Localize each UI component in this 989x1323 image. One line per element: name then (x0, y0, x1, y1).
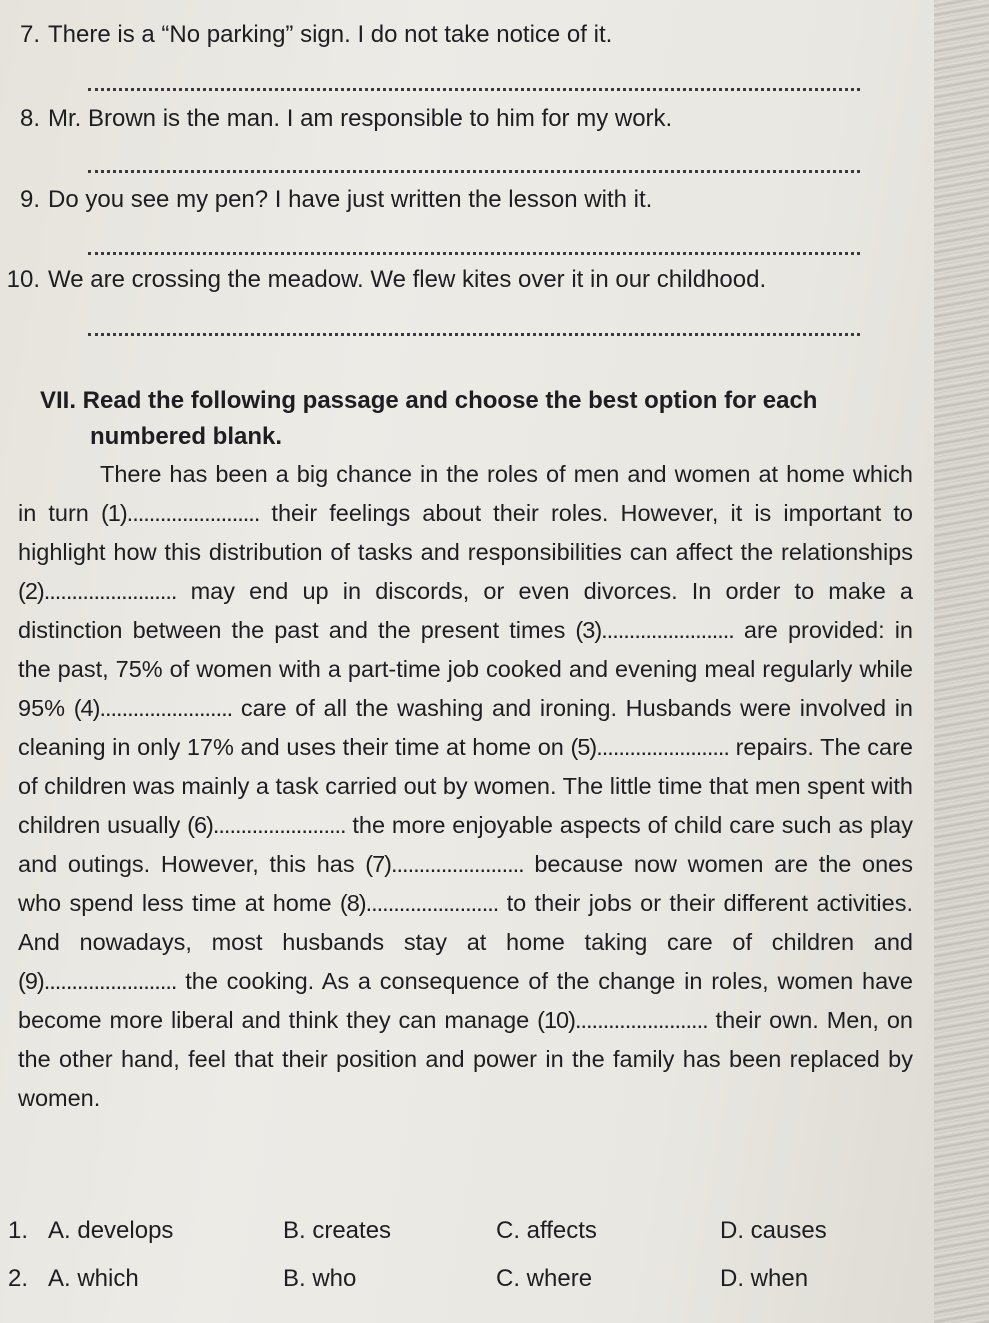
option-number: 2. (8, 1265, 29, 1292)
question-number: 9. (19, 186, 40, 213)
blank-9[interactable]: (9)........................ (18, 968, 177, 994)
question-number: 10. (6, 266, 40, 293)
passage-text: are provided: in the past, 75% of women with a part-time job cooked and evening meal regularly while 95% (18, 617, 913, 721)
option-b[interactable]: B. who (283, 1265, 357, 1292)
blank-3[interactable]: (3)........................ (575, 617, 734, 643)
section-title-line1: VII. Read the following passage and choose the best option for each (40, 387, 818, 414)
question-text: We are crossing the meadow. We flew kites over it in our childhood. (48, 266, 767, 293)
page-edge-shadow (934, 0, 989, 1323)
option-b[interactable]: B. creates (283, 1217, 392, 1244)
section-title-line2: numbered blank. (90, 423, 283, 450)
question-7 (0, 20, 612, 50)
passage-text: their feelings about their roles. However, it is important to highlight how this distribution of tasks and responsibilities can affect the relationships (18, 500, 914, 565)
option-d[interactable]: D. when (720, 1265, 809, 1292)
blank-10[interactable]: (10)........................ (537, 1007, 708, 1033)
option-row-1 (8, 1214, 908, 1248)
question-text: There is a “No parking” sign. I do not take notice of it. (48, 21, 613, 48)
passage-text: because now women are the ones who spend less time at home (18, 851, 913, 916)
option-c[interactable]: C. where (496, 1265, 593, 1292)
question-9 (0, 185, 652, 215)
blank-2[interactable]: (2)........................ (18, 578, 177, 604)
question-8 (0, 104, 672, 134)
question-number: 8. (19, 105, 40, 132)
passage-text: repairs. The care of children was mainly a task carried out by women. The little time that men spent with children usually (18, 734, 914, 838)
section-heading (40, 383, 920, 455)
option-c[interactable]: C. affects (496, 1217, 597, 1244)
option-number: 1. (8, 1217, 29, 1244)
passage-text: to their jobs or their different activities. And nowadays, most husbands stay at home taking care of children and (18, 890, 913, 955)
question-text: Mr. Brown is the man. I am responsible to him for my work. (48, 105, 673, 132)
option-row-2 (8, 1262, 908, 1296)
blank-8[interactable]: (8)........................ (339, 890, 499, 916)
passage-text: the cooking. As a consequence of the change in roles, women have become more liberal and think they can manage (18, 968, 913, 1033)
passage-text: their own. Men, on the other hand, feel that their position and power in the family has been replaced by women. (18, 1007, 914, 1111)
blank-1[interactable]: (1)........................ (100, 500, 260, 526)
blank-4[interactable]: (4)........................ (73, 695, 233, 721)
question-10 (0, 265, 766, 295)
question-text: Do you see my pen? I have just written the lesson with it. (48, 186, 653, 213)
reading-passage (18, 455, 913, 1118)
option-a[interactable]: A. which (48, 1265, 139, 1292)
option-d[interactable]: D. causes (720, 1217, 827, 1244)
blank-7[interactable]: (7)........................ (365, 851, 524, 877)
passage-text: the more enjoyable aspects of child care such as play and outings. However, this has (18, 812, 913, 877)
answer-line-10[interactable] (88, 333, 860, 336)
option-a[interactable]: A. develops (48, 1217, 174, 1244)
blank-6[interactable]: (6)........................ (187, 812, 346, 838)
answer-line-8[interactable] (88, 170, 860, 173)
passage-text: care of all the washing and ironing. Husbands were involved in cleaning in only 17% and uses their time at home on (18, 695, 913, 760)
question-number: 7. (19, 21, 40, 48)
answer-line-7[interactable] (88, 88, 860, 91)
blank-5[interactable]: (5)........................ (570, 734, 729, 760)
answer-line-9[interactable] (88, 252, 860, 255)
passage-text: There has been a big chance in the roles of men and women at home which in turn (18, 461, 913, 526)
passage-text: may end up in discords, or even divorces. In order to make a distinction between the past and the present times (18, 578, 913, 643)
